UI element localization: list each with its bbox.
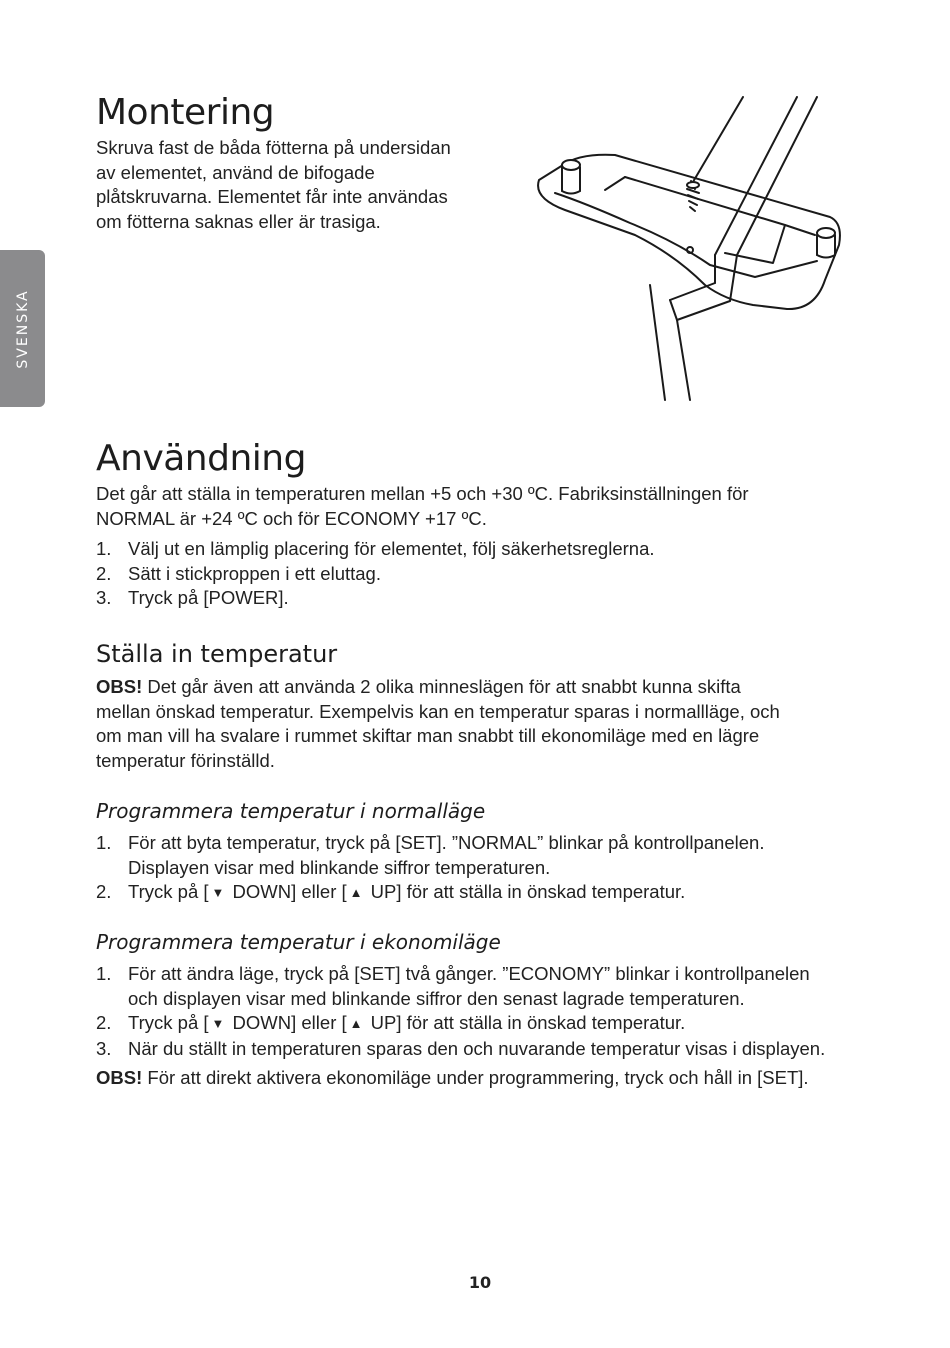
anvandning-title: Användning (96, 438, 306, 479)
montering-line: om fötterna saknas eller är trasiga. (96, 210, 381, 232)
list-item: 3. När du ställt in temperaturen sparas den och nuvarande temperatur visas i displayen. (96, 1037, 826, 1059)
language-tab (0, 250, 45, 407)
anvandning-intro-line: Det går att ställa in temperaturen mellan +5 och +30 ºC. Fabriksinställningen för (96, 483, 749, 504)
montering-line: av elementet, använd de bifogade (96, 161, 375, 183)
list-item: 3. Tryck på [POWER]. (96, 587, 289, 609)
obs-label: OBS! (96, 1067, 143, 1088)
foot-mounting-illustration (525, 95, 845, 405)
list-item: 1. För att byta temperatur, tryck på [SET]. ”NORMAL” blinkar på kontrollpanelen. Displayen visar med blinkande siffror temperaturen. (96, 832, 765, 878)
up-arrow-icon: ▲ (349, 1016, 363, 1032)
stalla-obs (96, 675, 780, 773)
montering-text (96, 136, 451, 234)
montering-title: Montering (96, 92, 275, 133)
ekonomi-title: Programmera temperatur i ekonomiläge (96, 930, 501, 954)
anvandning-intro (96, 482, 749, 531)
up-arrow-icon: ▲ (349, 885, 363, 901)
obs-line: om man vill ha svalare i rummet skiftar man snabbt till ekonomiläge med en lägre (96, 725, 760, 747)
list-item: 1. För att ändra läge, tryck på [SET] två gånger. ”ECONOMY” blinkar i kontrollpanelen och displayen visar med blinkande siffror den senast lagrade temperaturen. (96, 963, 810, 1009)
anvandning-intro-line: NORMAL är +24 ºC och för ECONOMY +17 ºC. (96, 507, 487, 529)
list-item: 2. Sätt i stickproppen i ett eluttag. (96, 562, 381, 584)
page-number: 10 (468, 1273, 492, 1292)
down-arrow-icon: ▼ (211, 1016, 225, 1032)
obs-text: För att direkt aktivera ekonomiläge under programmering, tryck och håll in [SET]. (142, 1067, 809, 1088)
list-item: 2. Tryck på [ ▼ DOWN] eller [ ▲ UP] för att ställa in önskad temperatur. (96, 1012, 686, 1034)
obs-text: Det går även att använda 2 olika minneslägen för att snabbt kunna skifta (142, 676, 741, 697)
montering-line: plåtskruvarna. Elementet får inte användas (96, 186, 448, 208)
obs-line: mellan önskad temperatur. Exempelvis kan en temperatur sparas i normallläge, och (96, 700, 780, 722)
stalla-title: Ställa in temperatur (96, 640, 338, 668)
anvandning-steps (96, 537, 876, 611)
normal-steps (96, 831, 876, 906)
down-arrow-icon: ▼ (211, 885, 225, 901)
list-item: 1. Välj ut en lämplig placering för elementet, följ säkerhetsreglerna. (96, 538, 655, 559)
montering-line: Skruva fast de båda fötterna på undersidan (96, 137, 451, 158)
list-item: 2. Tryck på [ ▼ DOWN] eller [ ▲ UP] för att ställa in önskad temperatur. (96, 881, 686, 903)
ekonomi-obs (96, 1066, 809, 1091)
normal-title: Programmera temperatur i normalläge (96, 799, 486, 823)
ekonomi-steps (96, 962, 876, 1061)
obs-line: temperatur förinställd. (96, 749, 275, 771)
language-tab-label: SVENSKA (14, 288, 31, 369)
obs-label: OBS! (96, 676, 143, 697)
